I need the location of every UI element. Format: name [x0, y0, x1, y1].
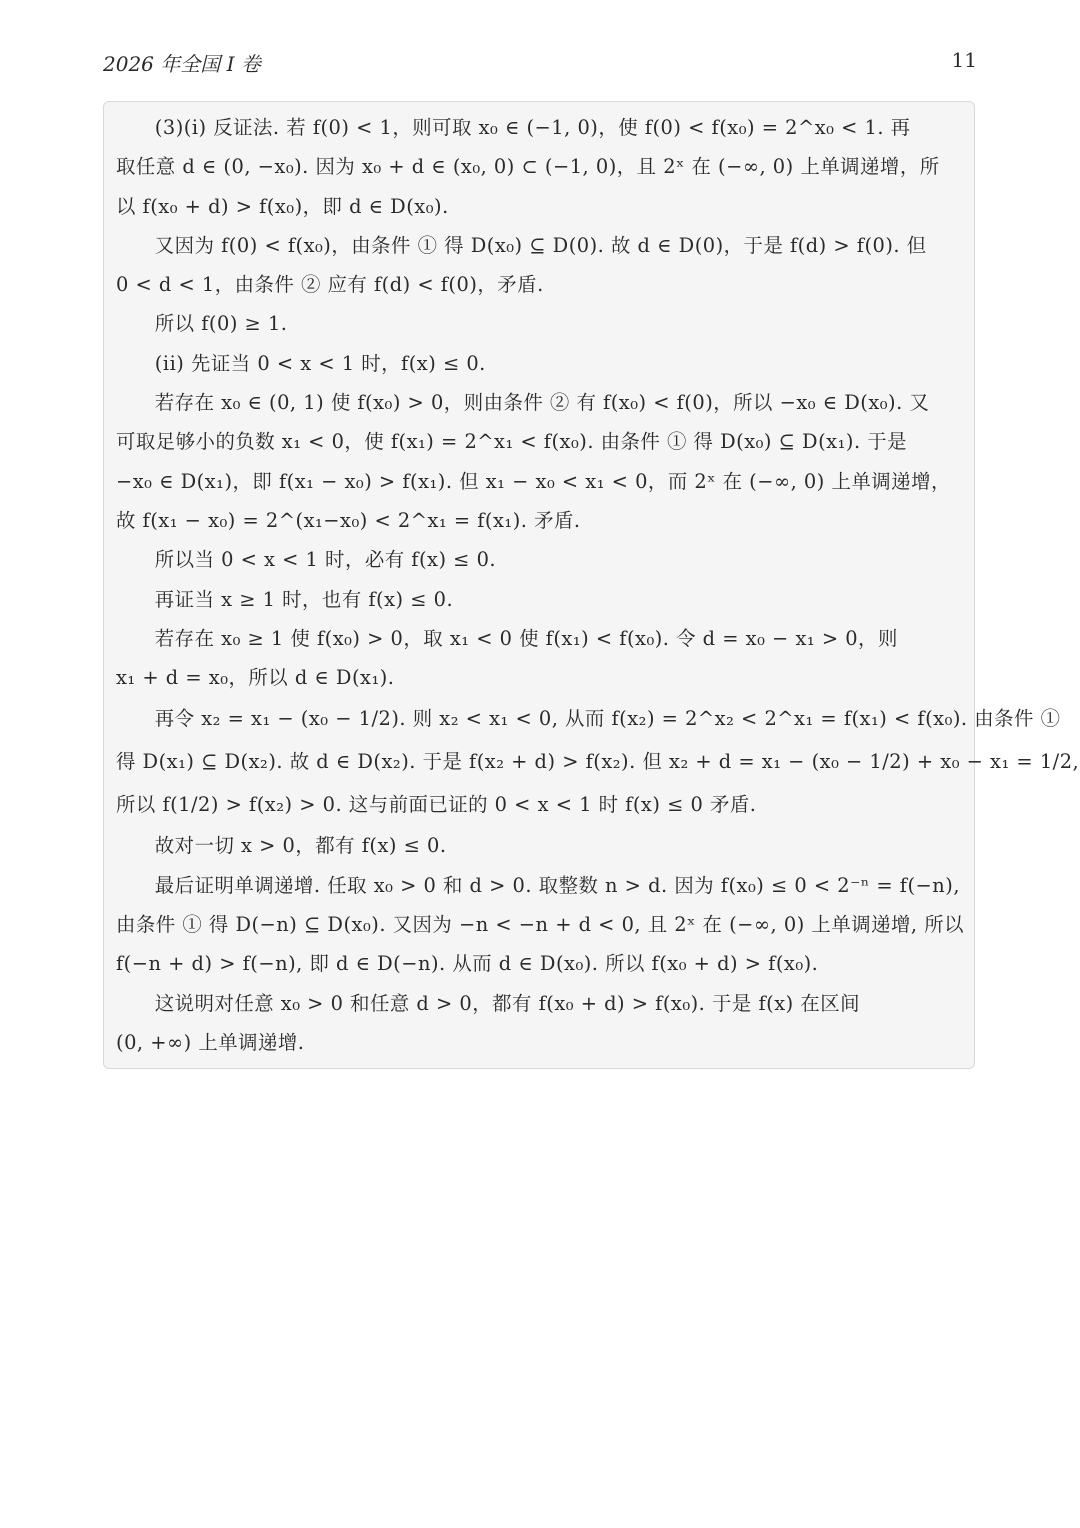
para-final-conclusion: 这说明对任意 x₀ > 0 和任意 d > 0，都有 f(x₀ + d) > f(x₀). 于是 f(x) 在区间 (0, +∞) 上单调递增.: [116, 991, 861, 1054]
para-3ii-case2-part2: 再令 x₂ = x₁ − (x₀ − 1/2). 则 x₂ < x₁ < 0, 从而 f(x₂) = 2^x₂ < 2^x₁ = f(x₁) < f(x₀). 由条件 ① 得 D(x₁) ⊆ D(x₂). 故 d ∈ D(x₂). 于是 f(x₂ + d) > f(x₂). 但 x₂ + d = x₁ − (x₀ − 1/2) + x₀ − x₁ = 1/2, 所以 f(1/2) > f(x₂) > 0. 这与前面已证的 0 < x < 1 时 f(x) ≤ 0 矛盾.: [116, 707, 1080, 817]
solution-box: [103, 101, 1080, 1069]
para-3ii-intro: (ii) 先证当 0 < x < 1 时，f(x) ≤ 0.: [154, 351, 486, 375]
para-3ii-case2-intro: 再证当 x ≥ 1 时，也有 f(x) ≤ 0.: [154, 587, 454, 611]
para-3ii-case1: 若存在 x₀ ∈ (0, 1) 使 f(x₀) > 0，则由条件 ② 有 f(x₀) < f(0)，所以 −x₀ ∈ D(x₀). 又 可取足够小的负数 x₁ < 0，使 f(x₁) = 2^x₁ < f(x₀). 由条件 ① 得 D(x₀) ⊆ D(x₁). 于是 −x₀ ∈ D(x₁)，即 f(x₁ − x₀) > f(x₁). 但 x₁ − x₀ < x₁ < 0，而 2ˣ 在 (−∞, 0) 上单调递增， 故 f(x₁ − x₀) = 2^(x₁−x₀) < 2^x₁ = f(x₁). 矛盾.: [116, 391, 951, 532]
exam-title: 2026 年全国 I 卷: [103, 52, 261, 76]
para-3ii-conclusion: 故对一切 x > 0，都有 f(x) ≤ 0.: [154, 834, 447, 858]
para-3ii-case1-conclusion: 所以当 0 < x < 1 时，必有 f(x) ≤ 0.: [154, 548, 497, 572]
para-3i-part1: (3)(i) 反证法. 若 f(0) < 1，则可取 x₀ ∈ (−1, 0)，使 f(0) < f(x₀) = 2^x₀ < 1. 再 取任意 d ∈ (0, −x₀). 因为 x₀ + d ∈ (x₀, 0) ⊂ (−1, 0)，且 2ˣ 在 (−∞, 0) 上单调递增，所 以 f(x₀ + d) > f(x₀)，即 d ∈ D(x₀).: [116, 116, 940, 218]
para-3ii-case2-part1: 若存在 x₀ ≥ 1 使 f(x₀) > 0，取 x₁ < 0 使 f(x₁) < f(x₀). 令 d = x₀ − x₁ > 0，则 x₁ + d = x₀，所以 d ∈ D(x₁).: [116, 626, 898, 690]
para-3i-conclusion: 所以 f(0) ≥ 1.: [154, 312, 288, 336]
page-header: [103, 44, 977, 78]
para-3i-part2: 又因为 f(0) < f(x₀)，由条件 ① 得 D(x₀) ⊆ D(0). 故 d ∈ D(0)，于是 f(d) > f(0). 但 0 < d < 1，由条件 ② 应有 f(d) < f(0)，矛盾.: [116, 233, 927, 297]
page-number: 11: [951, 48, 977, 72]
para-monotonic-proof: 最后证明单调递增. 任取 x₀ > 0 和 d > 0. 取整数 n > d. 因为 f(x₀) ≤ 0 < 2⁻ⁿ = f(−n), 由条件 ① 得 D(−n) ⊆ D(x₀). 又因为 −n < −n + d < 0, 且 2ˣ 在 (−∞, 0) 上单调递增, 所以 f(−n + d) > f(−n), 即 d ∈ D(−n). 从而 d ∈ D(x₀). 所以 f(x₀ + d) > f(x₀).: [116, 873, 964, 976]
